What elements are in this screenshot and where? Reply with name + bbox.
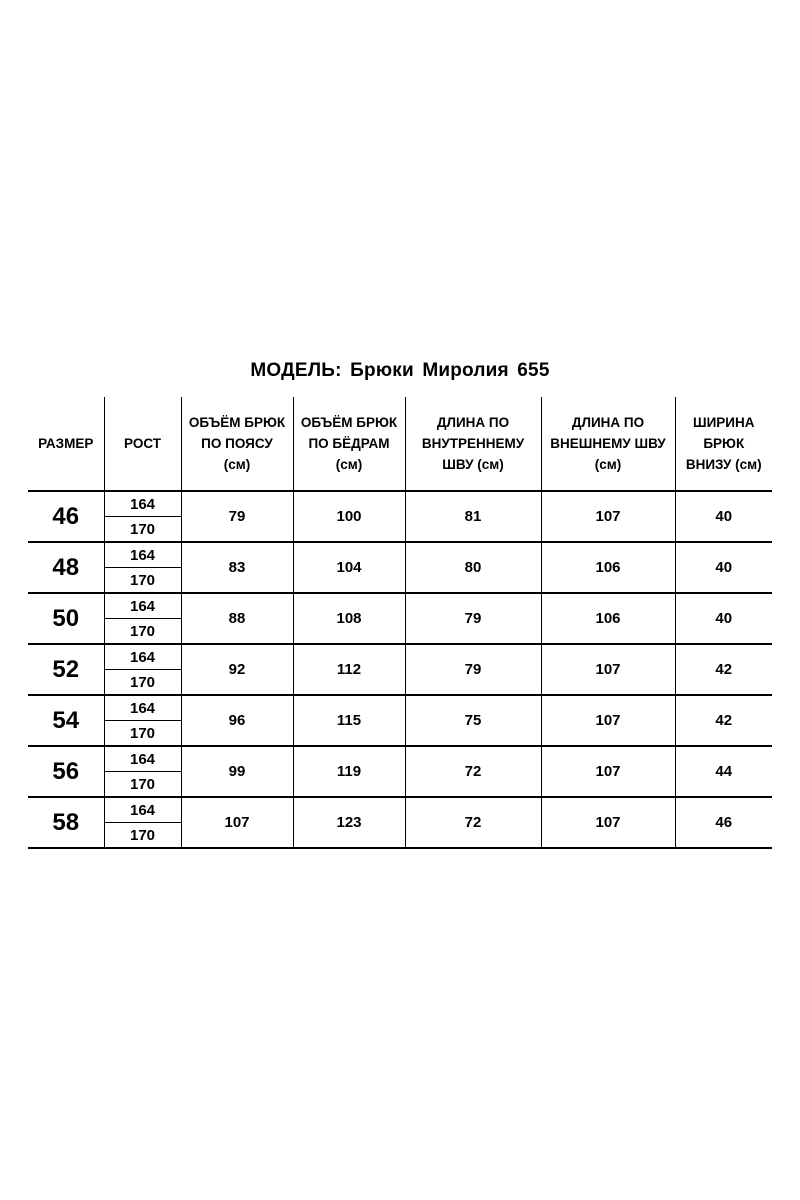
size-cell: 50 [28,593,104,644]
waist-cell: 79 [181,491,293,542]
height-value: 170 [129,826,156,844]
header-line: БРЮК [703,436,745,451]
inseam-cell: 79 [405,593,541,644]
height-value: 164 [105,594,181,619]
bottom-width-cell: 46 [675,797,772,848]
page-title: МОДЕЛЬ: Брюки Миролия 655 [250,360,550,381]
table-header [28,397,772,491]
table-body [28,491,772,848]
table-row [28,491,772,542]
waist-cell: 99 [181,746,293,797]
height-value: 164 [105,747,181,772]
outseam-cell: 107 [541,644,675,695]
height-value: 170 [129,673,156,691]
table-row [28,746,772,797]
header-line: (см) [594,457,622,472]
header-size [28,397,104,491]
height-value: 164 [105,645,181,670]
header-line: РАЗМЕР [38,436,94,451]
table-row [28,695,772,746]
header-line: ОБЪЁМ БРЮК [188,415,286,430]
outseam-cell: 107 [541,491,675,542]
inseam-cell: 72 [405,797,541,848]
bottom-width-cell: 42 [675,695,772,746]
height-cell [104,797,181,848]
height-cell [104,593,181,644]
table-row [28,644,772,695]
header-line: ОБЪЁМ БРЮК [300,415,398,430]
bottom-width-cell: 42 [675,644,772,695]
outseam-cell: 107 [541,746,675,797]
header-hips [293,397,405,491]
header-line: ВНИЗУ (см) [685,457,762,472]
height-value: 164 [105,492,181,517]
header-height [104,397,181,491]
hips-cell: 119 [293,746,405,797]
outseam-cell: 107 [541,695,675,746]
size-cell: 48 [28,542,104,593]
height-value: 164 [105,798,181,823]
header-line: ПО ПОЯСУ [201,436,273,451]
table-row [28,542,772,593]
height-cell [104,491,181,542]
height-value: 170 [129,622,156,640]
waist-cell: 88 [181,593,293,644]
header-line: ПО БЁДРАМ [308,436,390,451]
header-line: ШВУ (см) [442,457,504,472]
header-outseam [541,397,675,491]
size-cell: 46 [28,491,104,542]
inseam-cell: 79 [405,644,541,695]
waist-cell: 107 [181,797,293,848]
outseam-cell: 107 [541,797,675,848]
height-value: 170 [129,724,156,742]
outseam-cell: 106 [541,542,675,593]
header-line: (см) [335,457,363,472]
bottom-width-cell: 40 [675,593,772,644]
hips-cell: 100 [293,491,405,542]
header-line: (см) [223,457,251,472]
table-row [28,593,772,644]
size-cell: 56 [28,746,104,797]
waist-cell: 96 [181,695,293,746]
inseam-cell: 80 [405,542,541,593]
header-bottom-width [675,397,772,491]
hips-cell: 112 [293,644,405,695]
inseam-cell: 75 [405,695,541,746]
size-cell: 54 [28,695,104,746]
header-line: ДЛИНА ПО [436,415,510,430]
outseam-cell: 106 [541,593,675,644]
waist-cell: 83 [181,542,293,593]
waist-cell: 92 [181,644,293,695]
header-line: ВНЕШНЕМУ ШВУ [550,436,666,451]
bottom-width-cell: 40 [675,542,772,593]
height-cell [104,746,181,797]
table-row [28,797,772,848]
inseam-cell: 81 [405,491,541,542]
header-line: ВНУТРЕННЕМУ [421,436,525,451]
height-value: 164 [105,696,181,721]
bottom-width-cell: 44 [675,746,772,797]
height-value: 164 [105,543,181,568]
bottom-width-cell: 40 [675,491,772,542]
header-inseam [405,397,541,491]
size-cell: 58 [28,797,104,848]
size-cell: 52 [28,644,104,695]
hips-cell: 123 [293,797,405,848]
height-value: 170 [129,775,156,793]
height-cell [104,542,181,593]
size-table [28,397,772,849]
hips-cell: 115 [293,695,405,746]
height-cell [104,695,181,746]
header-waist [181,397,293,491]
inseam-cell: 72 [405,746,541,797]
header-line: ДЛИНА ПО [571,415,645,430]
height-value: 170 [129,520,156,538]
height-value: 170 [129,571,156,589]
hips-cell: 108 [293,593,405,644]
hips-cell: 104 [293,542,405,593]
header-line: РОСТ [124,436,161,451]
height-cell [104,644,181,695]
header-line: ШИРИНА [693,415,755,430]
